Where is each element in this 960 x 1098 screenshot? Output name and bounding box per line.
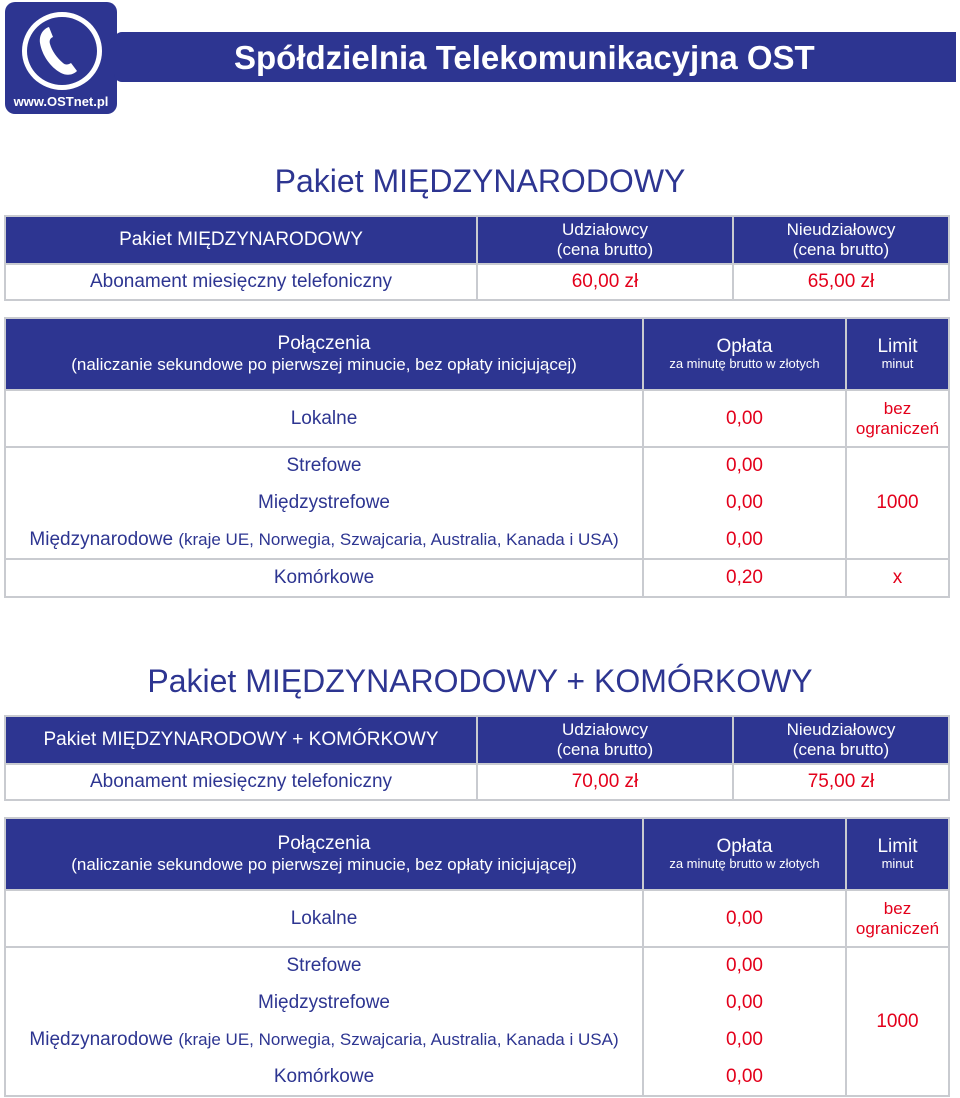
price-header-row: [5, 716, 949, 764]
call-row-international: [5, 521, 949, 559]
call-type-label: Międzynarodowe (kraje UE, Norwegia, Szwajcaria, Australia, Kanada i USA): [5, 1021, 643, 1059]
subscription-label: Abonament miesięczny telefoniczny: [5, 264, 477, 300]
nonmembers-header: Nieudziałowcy (cena brutto): [733, 716, 949, 764]
call-fee: 0,00: [643, 1059, 846, 1096]
package2-price-table: [4, 715, 950, 801]
nonmembers-header: Nieudziałowcy (cena brutto): [733, 216, 949, 264]
subscription-row: [5, 264, 949, 300]
price-header-row: [5, 216, 949, 264]
package1-price-table: [4, 215, 950, 301]
package2-calls-table: [4, 817, 950, 1097]
limit-1000: 1000: [846, 947, 949, 1096]
members-header: Udziałowcy (cena brutto): [477, 716, 733, 764]
limit-1000: 1000: [846, 447, 949, 559]
call-type-label: Międzystrefowe: [5, 484, 643, 521]
subscription-label: Abonament miesięczny telefoniczny: [5, 764, 477, 800]
phone-icon: [22, 12, 102, 90]
call-fee: 0,00: [643, 890, 846, 947]
company-banner: [114, 32, 956, 82]
page-header: [0, 0, 960, 118]
fee-header: Opłata za minutę brutto w złotych: [643, 318, 846, 390]
company-logo[interactable]: [5, 2, 117, 114]
call-row-interzonal: [5, 484, 949, 521]
call-fee: 0,00: [643, 521, 846, 559]
subscription-row: [5, 764, 949, 800]
package-name-cell: Pakiet MIĘDZYNARODOWY + KOMÓRKOWY: [5, 716, 477, 764]
call-fee: 0,00: [643, 447, 846, 484]
call-type-label: Międzystrefowe: [5, 984, 643, 1021]
call-row-mobile: [5, 1059, 949, 1096]
members-header: Udziałowcy (cena brutto): [477, 216, 733, 264]
call-fee: 0,00: [643, 390, 846, 447]
calls-header-row: [5, 818, 949, 890]
call-row-local: [5, 390, 949, 447]
package2-title: Pakiet MIĘDZYNARODOWY + KOMÓRKOWY: [147, 663, 813, 699]
package1-calls-table: [4, 317, 950, 598]
call-type-label: Komórkowe: [5, 559, 643, 597]
limit-unlimited: bez ograniczeń: [846, 390, 949, 447]
call-fee: 0,20: [643, 559, 846, 597]
company-name: Spółdzielnia Telekomunikacyjna OST: [234, 39, 815, 76]
price-nonmembers: 65,00 zł: [733, 264, 949, 300]
limit-header: Limit minut: [846, 818, 949, 890]
call-row-local: [5, 890, 949, 947]
calls-header: Połączenia (naliczanie sekundowe po pierwszej minucie, bez opłaty inicjującej): [5, 318, 643, 390]
call-row-zonal: [5, 947, 949, 984]
call-type-label: Strefowe: [5, 447, 643, 484]
price-nonmembers: 75,00 zł: [733, 764, 949, 800]
price-members: 60,00 zł: [477, 264, 733, 300]
limit-unlimited: bez ograniczeń: [846, 890, 949, 947]
limit-none: x: [846, 559, 949, 597]
price-members: 70,00 zł: [477, 764, 733, 800]
call-type-label: Lokalne: [5, 890, 643, 947]
call-type-label: Międzynarodowe (kraje UE, Norwegia, Szwajcaria, Australia, Kanada i USA): [5, 521, 643, 559]
call-type-label: Lokalne: [5, 390, 643, 447]
fee-header: Opłata za minutę brutto w złotych: [643, 818, 846, 890]
package1-title: Pakiet MIĘDZYNARODOWY: [274, 163, 686, 199]
call-type-label: Komórkowe: [5, 1059, 643, 1096]
calls-header: Połączenia (naliczanie sekundowe po pierwszej minucie, bez opłaty inicjującej): [5, 818, 643, 890]
package-name-cell: Pakiet MIĘDZYNARODOWY: [5, 216, 477, 264]
call-type-label: Strefowe: [5, 947, 643, 984]
logo-url-text: www.OSTnet.pl: [13, 94, 109, 109]
call-row-mobile: [5, 559, 949, 597]
call-row-zonal: [5, 447, 949, 484]
call-row-interzonal: [5, 984, 949, 1021]
calls-header-row: [5, 318, 949, 390]
call-fee: 0,00: [643, 484, 846, 521]
call-fee: 0,00: [643, 947, 846, 984]
call-row-international: [5, 1021, 949, 1059]
limit-header: Limit minut: [846, 318, 949, 390]
call-fee: 0,00: [643, 984, 846, 1021]
call-fee: 0,00: [643, 1021, 846, 1059]
